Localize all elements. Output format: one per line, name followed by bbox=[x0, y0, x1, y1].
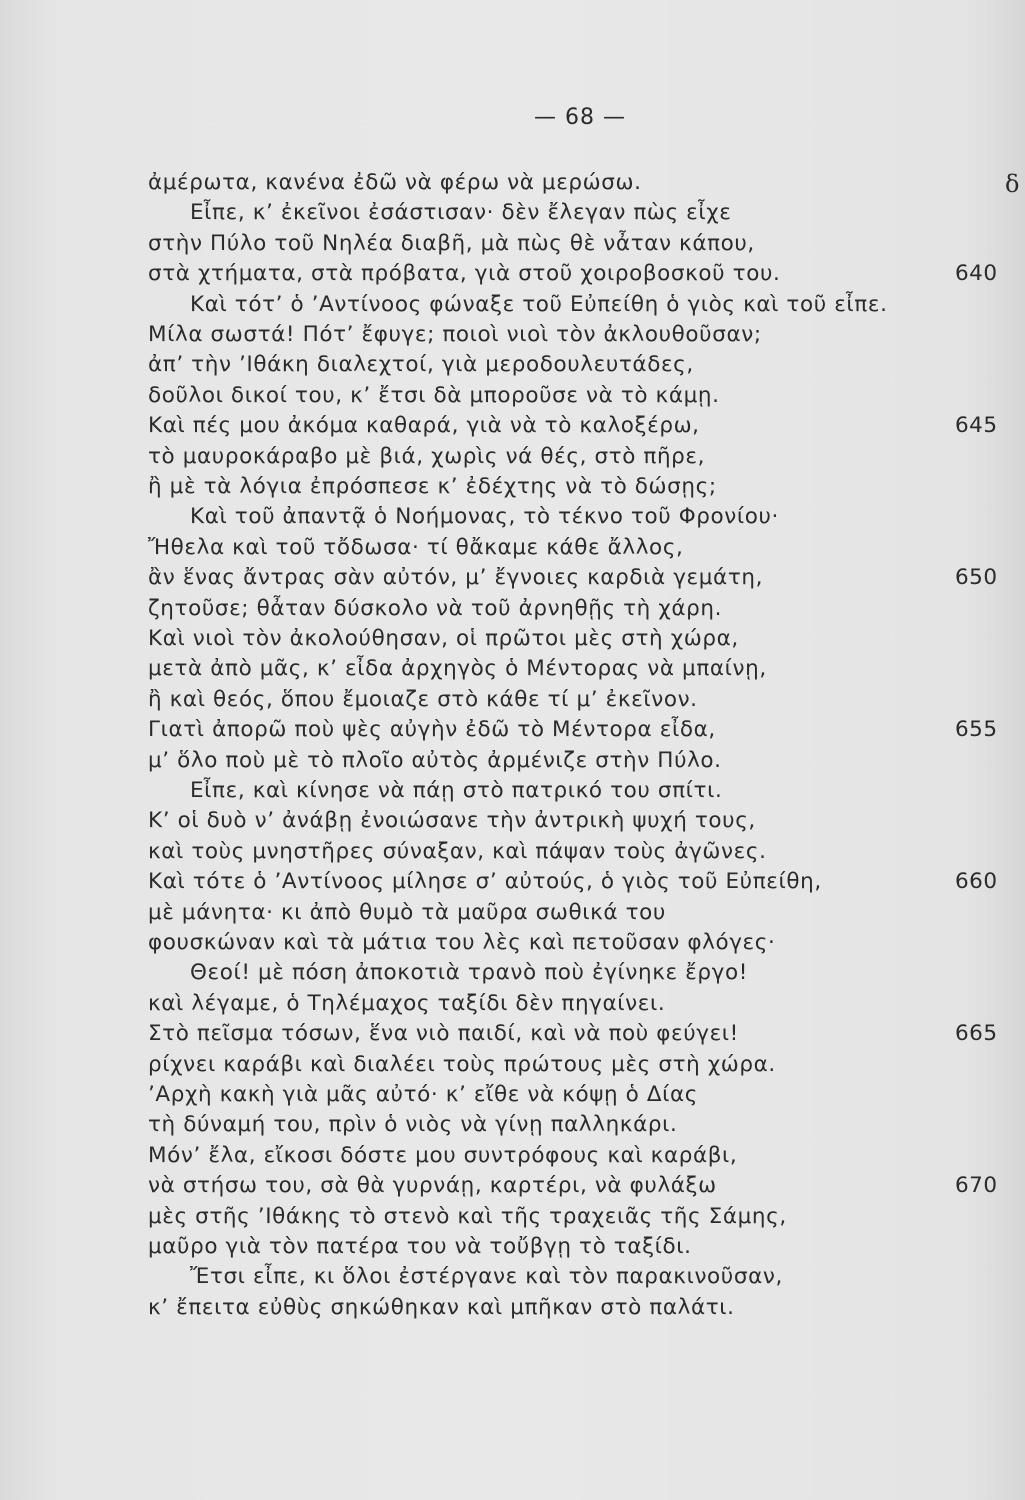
verse-line: στὴν Πύλο τοῦ Νηλέα διαβῆ, μὰ πὼς θὲ νἆταν κάπου, bbox=[148, 230, 755, 256]
line-number: 665 bbox=[955, 1021, 998, 1047]
verse-line: καὶ τοὺς μνηστῆρες σύναξαν, καὶ πάψαν τοὺς ἀγῶνες. bbox=[148, 838, 767, 864]
verse-line: τὴ δύναμή του, πρὶν ὁ νιὸς νὰ γίνῃ παλληκάρι. bbox=[148, 1112, 678, 1138]
verse-line: μὲς στῆς ’Ιθάκης τὸ στενὸ καὶ τῆς τραχειᾶς τῆς Σάμης, bbox=[148, 1203, 787, 1229]
verse-line: Εἶπε, κ’ ἐκεῖνοι ἐσάστισαν· δὲν ἔλεγαν πὼς εἶχε bbox=[190, 200, 732, 226]
line-number: 645 bbox=[955, 413, 998, 439]
verse-line: Στὸ πεῖσμα τόσων, ἕνα νιὸ παιδί, καὶ νὰ ποὺ φεύγει! bbox=[148, 1021, 739, 1047]
verse-line: ἀμέρωτα, κανένα ἐδῶ νὰ φέρω νὰ μερώσω. bbox=[148, 170, 642, 195]
verse-line: Ἔτσι εἶπε, κι ὅλοι ἐστέργανε καὶ τὸν παρακινοῦσαν, bbox=[190, 1264, 783, 1290]
verse-line: μ’ ὅλο ποὺ μὲ τὸ πλοῖο αὐτὸς ἀρμένιζε στὴν Πύλο. bbox=[148, 747, 722, 773]
verse-line: Θεοί! μὲ πόση ἀποκοτιὰ τρανὸ ποὺ ἐγίνηκε ἔργο! bbox=[190, 960, 748, 986]
verse-line: Ἤθελα καὶ τοῦ τὄδωσα· τί θἄκαμε κάθε ἄλλος, bbox=[148, 534, 684, 560]
verse-line: ρίχνει καράβι καὶ διαλέει τοὺς πρώτους μὲς στὴ χώρα. bbox=[148, 1051, 776, 1077]
verse-line: ἢ μὲ τὰ λόγια ἐπρόσπεσε κ’ ἐδέχτης νὰ τὸ δώσῃς; bbox=[148, 474, 717, 499]
verse-line: μὲ μάνητα· κι ἀπὸ θυμὸ τὰ μαῦρα σωθικά του bbox=[148, 899, 666, 925]
verse-line: νὰ στήσω του, σὰ θὰ γυρνάῃ, καρτέρι, νὰ φυλάξω bbox=[148, 1173, 717, 1199]
verse-line: ἢ καὶ θεός, ὅπου ἔμοιαζε στὸ κάθε τί μ’ ἐκεῖνον. bbox=[148, 686, 698, 712]
verse-line: Καὶ πές μου ἀκόμα καθαρά, γιὰ νὰ τὸ καλοξέρω, bbox=[148, 413, 700, 439]
verse-line: Γιατὶ ἀπορῶ ποὺ ψὲς αὐγὴν ἐδῶ τὸ Μέντορα εἶδα, bbox=[148, 717, 716, 743]
verse-line: κ’ ἔπειτα εὐθὺς σηκώθηκαν καὶ μπῆκαν στὸ παλάτι. bbox=[148, 1294, 735, 1320]
verse-line: στὰ χτήματα, στὰ πρόβατα, γιὰ στοῦ χοιροβοσκοῦ του. bbox=[148, 261, 781, 287]
verse-line: Καὶ τότ’ ὁ ’Αντίνοος φώναξε τοῦ Εὐπείθη ὁ γιὸς καὶ τοῦ εἶπε. bbox=[190, 291, 888, 317]
verse-line: καὶ λέγαμε, ὁ Τηλέμαχος ταξίδι δὲν πηγαίνει. bbox=[148, 990, 666, 1016]
line-number: 655 bbox=[955, 717, 998, 743]
verse-line: ἀπ’ τὴν ’Ιθάκη διαλεχτοί, γιὰ μεροδουλευτάδες, bbox=[148, 352, 694, 378]
line-number: 650 bbox=[955, 565, 998, 591]
verse-line: τὸ μαυροκάραβο μὲ βιά, χωρὶς νά θές, στὸ πῆρε, bbox=[148, 443, 706, 469]
margin-mark: δ bbox=[1005, 170, 1020, 198]
verse-line: Μόν’ ἔλα, εἴκοσι δόστε μου συντρόφους καὶ καράβι, bbox=[148, 1142, 738, 1168]
verse-line: Καὶ νιοὶ τὸν ἀκολούθησαν, οἱ πρῶτοι μὲς στὴ χώρα, bbox=[148, 626, 739, 651]
verse-line: Εἶπε, καὶ κίνησε νὰ πάῃ στὸ πατρικό του σπίτι. bbox=[190, 778, 723, 803]
verse-line: Καὶ τότε ὁ ’Αντίνοος μίλησε σ’ αὐτούς, ὁ γιὸς τοῦ Εὐπείθη, bbox=[148, 869, 822, 895]
line-number: 640 bbox=[955, 261, 998, 287]
verse-line: ζητοῦσε; θἆταν δύσκολο νὰ τοῦ ἀρνηθῇς τὴ χάρη. bbox=[148, 595, 723, 621]
verse-line: μαῦρο γιὰ τὸν πατέρα του νὰ τοὔβγῃ τὸ ταξίδι. bbox=[148, 1234, 692, 1259]
verse-line: ἂν ἕνας ἄντρας σὰν αὐτόν, μ’ ἔγνοιες καρδιὰ γεμάτη, bbox=[148, 565, 764, 591]
page-number: — 68 — bbox=[534, 105, 626, 130]
line-number: 670 bbox=[955, 1173, 998, 1199]
verse-line: μετὰ ἀπὸ μᾶς, κ’ εἶδα ἀρχηγὸς ὁ Μέντορας νὰ μπαίνῃ, bbox=[148, 656, 767, 682]
verse-line: ’Αρχὴ κακὴ γιὰ μᾶς αὐτό· κ’ εἴθε νὰ κόψῃ ὁ Δίας bbox=[148, 1082, 699, 1107]
verse-line: φουσκώναν καὶ τὰ μάτια του λὲς καὶ πετοῦσαν φλόγες· bbox=[148, 930, 776, 955]
verse-line: δοῦλοι δικοί του, κ’ ἔτσι δὰ μποροῦσε νὰ τὸ κάμῃ. bbox=[148, 382, 720, 408]
line-number: 660 bbox=[955, 869, 998, 895]
verse-line: Καὶ τοῦ ἀπαντᾷ ὁ Νοήμονας, τὸ τέκνο τοῦ Φρονίου· bbox=[190, 504, 779, 530]
verse-line: Κ’ οἱ δυὸ ν’ ἀνάβῃ ἐνοιώσανε τὴν ἀντρικὴ ψυχή τους, bbox=[148, 808, 756, 834]
verse-line: Μίλα σωστά! Πότ’ ἔφυγε; ποιοὶ νιοὶ τὸν ἀκλουθοῦσαν; bbox=[148, 322, 762, 347]
